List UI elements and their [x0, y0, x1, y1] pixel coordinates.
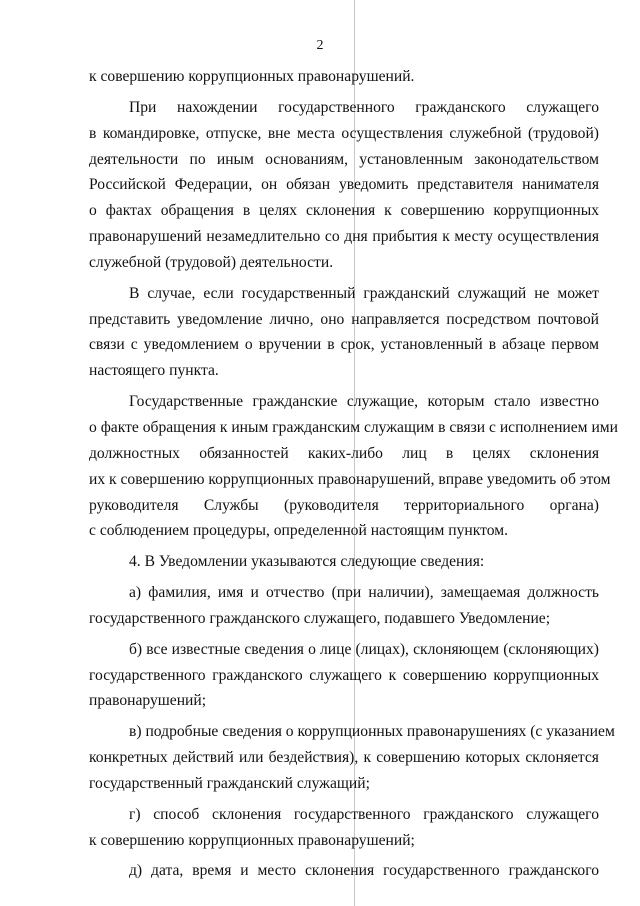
text-line: связи с уведомлением о вручении в срок, установленный в абзаце первом: [89, 336, 599, 354]
text-line: представить уведомление лично, оно направляется посредством почтовой: [89, 310, 599, 328]
paragraph: [89, 637, 599, 715]
text-line: д) дата, время и место склонения государственного гражданского: [129, 862, 599, 880]
text-line: с соблюдением процедуры, определенной настоящим пунктом.: [89, 522, 509, 540]
page-number: 2: [316, 38, 324, 53]
text-line: о факте обращения к иным гражданским служащим в связи с исполнением ими: [89, 418, 618, 436]
paragraph: [89, 549, 599, 575]
text-line: правонарушений незамедлительно со дня прибытия к месту осуществления: [89, 228, 599, 246]
text-line: государственного гражданского служащего, подавшего Уведомление;: [89, 609, 551, 627]
text-line: о фактах обращения в целях склонения к совершению коррупционных: [89, 202, 599, 220]
text-line: конкретных действий или бездействия), к совершению которых склоняется: [89, 749, 599, 767]
text-line: служебной (трудовой) деятельности.: [89, 253, 334, 271]
text-line: б) все известные сведения о лице (лицах), склоняющем (склоняющих): [129, 640, 599, 658]
text-line: г) способ склонения государственного гражданского служащего: [129, 805, 599, 823]
text-line: В случае, если государственный гражданский служащий не может: [129, 284, 599, 302]
paragraph: [89, 64, 599, 90]
text-line: Российской Федерации, он обязан уведомить представителя нанимателя: [89, 176, 599, 194]
text-line: к совершению коррупционных правонарушений;: [89, 831, 415, 849]
text-line: должностных обязанностей каких-либо лиц в целях склонения: [89, 444, 599, 462]
paragraph: [89, 719, 615, 797]
paragraph: [89, 95, 599, 276]
text-line: к совершению коррупционных правонарушений.: [89, 68, 415, 85]
text-line: При нахождении государственного гражданского служащего: [129, 98, 599, 116]
text-line: государственного гражданского служащего к совершению коррупционных: [89, 666, 599, 684]
paragraph: [89, 580, 599, 632]
text-line: правонарушений;: [89, 692, 207, 710]
text-line: настоящего пункта.: [89, 362, 219, 380]
text-line: руководителя Службы (руководителя территориального органа): [89, 496, 599, 514]
text-line: государственный гражданский служащий;: [89, 774, 370, 792]
text-line: в) подробные сведения о коррупционных правонарушениях (с указанием: [129, 723, 615, 741]
text-line: Государственные гражданские служащие, которым стало известно: [129, 393, 599, 411]
text-line: в командировке, отпуске, вне места осуществления служебной (трудовой): [89, 124, 599, 142]
paragraph: [89, 858, 599, 884]
document-body: [89, 64, 618, 884]
paragraph: [89, 281, 599, 384]
text-line: 4. В Уведомлении указываются следующие сведения:: [129, 553, 485, 571]
text-line: их к совершению коррупционных правонарушений, вправе уведомить об этом: [89, 470, 611, 488]
text-line: деятельности по иным основаниям, установленным законодательством: [89, 150, 599, 168]
paragraph: [89, 389, 618, 544]
text-line: а) фамилия, имя и отчество (при наличии), замещаемая должность: [129, 584, 599, 602]
paragraph: [89, 802, 599, 854]
